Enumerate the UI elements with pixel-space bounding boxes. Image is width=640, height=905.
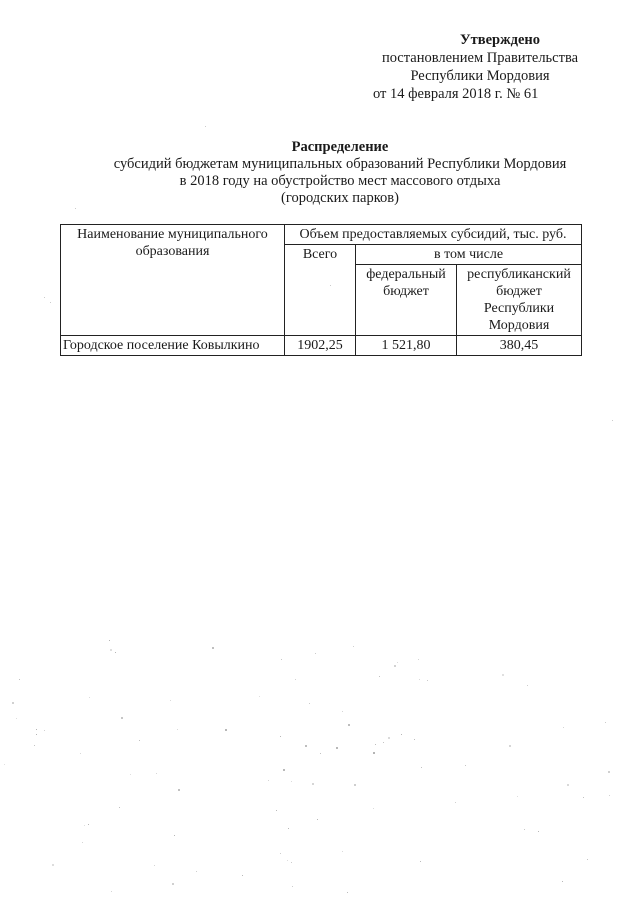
scan-speck xyxy=(420,861,421,862)
scan-speck xyxy=(517,796,518,797)
scan-speck xyxy=(563,727,564,728)
scan-speck xyxy=(317,819,318,820)
document-heading xyxy=(40,139,640,207)
scan-speck xyxy=(315,653,316,654)
scan-speck xyxy=(312,783,314,785)
cell-municipality-name: Городское поселение Ковылкино xyxy=(61,336,285,356)
scan-speck xyxy=(205,126,206,127)
subsidy-table xyxy=(60,224,582,356)
scan-speck xyxy=(608,771,610,773)
scan-speck xyxy=(320,753,321,754)
scan-speck xyxy=(34,745,35,746)
scan-speck xyxy=(111,891,112,892)
scan-speck xyxy=(84,825,85,826)
header-municipality-name: Наименование муниципального образования xyxy=(61,225,285,336)
scan-speck xyxy=(119,807,120,808)
scan-speck xyxy=(80,753,81,754)
scan-speck xyxy=(89,697,90,698)
header-including: в том числе xyxy=(356,245,582,265)
heading-title: Распределение xyxy=(291,139,389,155)
scan-speck xyxy=(170,700,171,701)
scan-speck xyxy=(174,835,175,836)
scan-speck xyxy=(305,745,307,747)
scan-speck xyxy=(139,740,140,741)
approval-date-line: от 14 февраля 2018 г. № 61 xyxy=(373,86,539,102)
scan-speck xyxy=(527,685,528,686)
heading-line-subsidies: субсидий бюджетам муниципальных образований Республики Мордовия xyxy=(113,156,567,172)
approval-title: Утверждено xyxy=(460,32,540,48)
header-subsidy-volume: Объем предоставляемых субсидий, тыс. руб. xyxy=(285,225,582,245)
scan-speck xyxy=(52,864,54,866)
scan-speck xyxy=(388,737,390,739)
scan-speck xyxy=(19,679,20,680)
scan-speck xyxy=(353,646,354,647)
scan-speck xyxy=(401,734,402,735)
scan-speck xyxy=(280,853,281,854)
scan-speck xyxy=(212,647,214,649)
scan-speck xyxy=(276,810,277,811)
scan-speck xyxy=(609,795,610,796)
scan-speck xyxy=(309,703,310,704)
scan-speck xyxy=(44,730,45,731)
approval-line-republic: Республики Мордовия xyxy=(410,68,550,84)
header-republic-budget: республиканский бюджет Республики Мордовия xyxy=(457,265,582,336)
scan-speck xyxy=(178,789,180,791)
cell-total: 1902,25 xyxy=(285,336,356,356)
cell-republic: 380,45 xyxy=(457,336,582,356)
scan-speck xyxy=(373,752,375,754)
scan-speck xyxy=(418,659,419,660)
scan-speck xyxy=(567,784,569,786)
scan-speck xyxy=(268,780,269,781)
scan-speck xyxy=(110,649,112,651)
approval-line-decree: постановлением Правительства xyxy=(381,50,579,66)
scan-speck xyxy=(115,652,116,653)
cell-federal: 1 521,80 xyxy=(356,336,457,356)
scan-speck xyxy=(587,859,588,860)
approval-stamp xyxy=(360,31,600,103)
scan-speck xyxy=(242,875,243,876)
scan-speck xyxy=(414,739,415,740)
scan-speck xyxy=(509,745,511,747)
scan-speck xyxy=(421,767,422,768)
scan-speck xyxy=(330,285,331,286)
scan-speck xyxy=(379,676,380,677)
scan-speck xyxy=(342,851,343,852)
scan-speck xyxy=(16,718,17,719)
scan-speck xyxy=(82,842,83,843)
scan-speck xyxy=(259,696,260,697)
scan-speck xyxy=(394,665,396,667)
scan-speck xyxy=(605,722,606,723)
scan-speck xyxy=(538,831,539,832)
scan-speck xyxy=(348,724,350,726)
scan-speck xyxy=(291,862,292,863)
scan-speck xyxy=(288,828,289,829)
scan-speck xyxy=(156,773,157,774)
scan-speck xyxy=(225,729,227,731)
scan-speck xyxy=(419,679,420,680)
scan-speck xyxy=(354,784,356,786)
scan-speck xyxy=(44,297,45,298)
scan-speck xyxy=(172,883,174,885)
scan-speck xyxy=(612,420,613,421)
table-row xyxy=(61,336,582,356)
scan-speck xyxy=(455,802,456,803)
scan-speck xyxy=(347,892,348,893)
scan-speck xyxy=(465,765,466,766)
header-total: Всего xyxy=(285,245,356,336)
scan-speck xyxy=(291,781,292,782)
scan-speck xyxy=(177,729,178,730)
scan-speck xyxy=(50,302,51,303)
scan-speck xyxy=(502,674,504,676)
scan-speck xyxy=(36,729,37,730)
scan-speck xyxy=(427,680,428,681)
scan-speck xyxy=(373,808,374,809)
scan-speck xyxy=(280,736,281,737)
scan-speck xyxy=(375,744,376,745)
scan-speck xyxy=(295,679,296,680)
scan-speck xyxy=(12,702,14,704)
scan-speck xyxy=(88,824,89,825)
scan-speck xyxy=(121,717,123,719)
scan-speck xyxy=(281,659,282,660)
scan-speck xyxy=(36,734,37,735)
scan-speck xyxy=(342,711,343,712)
scan-speck xyxy=(383,742,384,743)
scan-speck xyxy=(287,860,288,861)
scan-speck xyxy=(562,881,563,882)
scan-speck xyxy=(397,662,398,663)
scan-speck xyxy=(336,747,338,749)
scan-speck xyxy=(154,865,155,866)
scan-speck xyxy=(583,797,584,798)
header-federal-budget: федеральный бюджет xyxy=(356,265,457,336)
heading-line-year: в 2018 году на обустройство мест массового отдыха xyxy=(179,173,501,189)
scan-speck xyxy=(292,886,293,887)
scan-speck xyxy=(4,764,5,765)
scan-speck xyxy=(75,208,76,209)
heading-line-parks: (городских парков) xyxy=(281,190,399,206)
scan-speck xyxy=(524,829,525,830)
table-header-row-1 xyxy=(61,225,582,245)
scan-speck xyxy=(130,774,131,775)
scan-speck xyxy=(109,640,110,641)
scan-speck xyxy=(196,871,197,872)
scan-speck xyxy=(283,769,285,771)
